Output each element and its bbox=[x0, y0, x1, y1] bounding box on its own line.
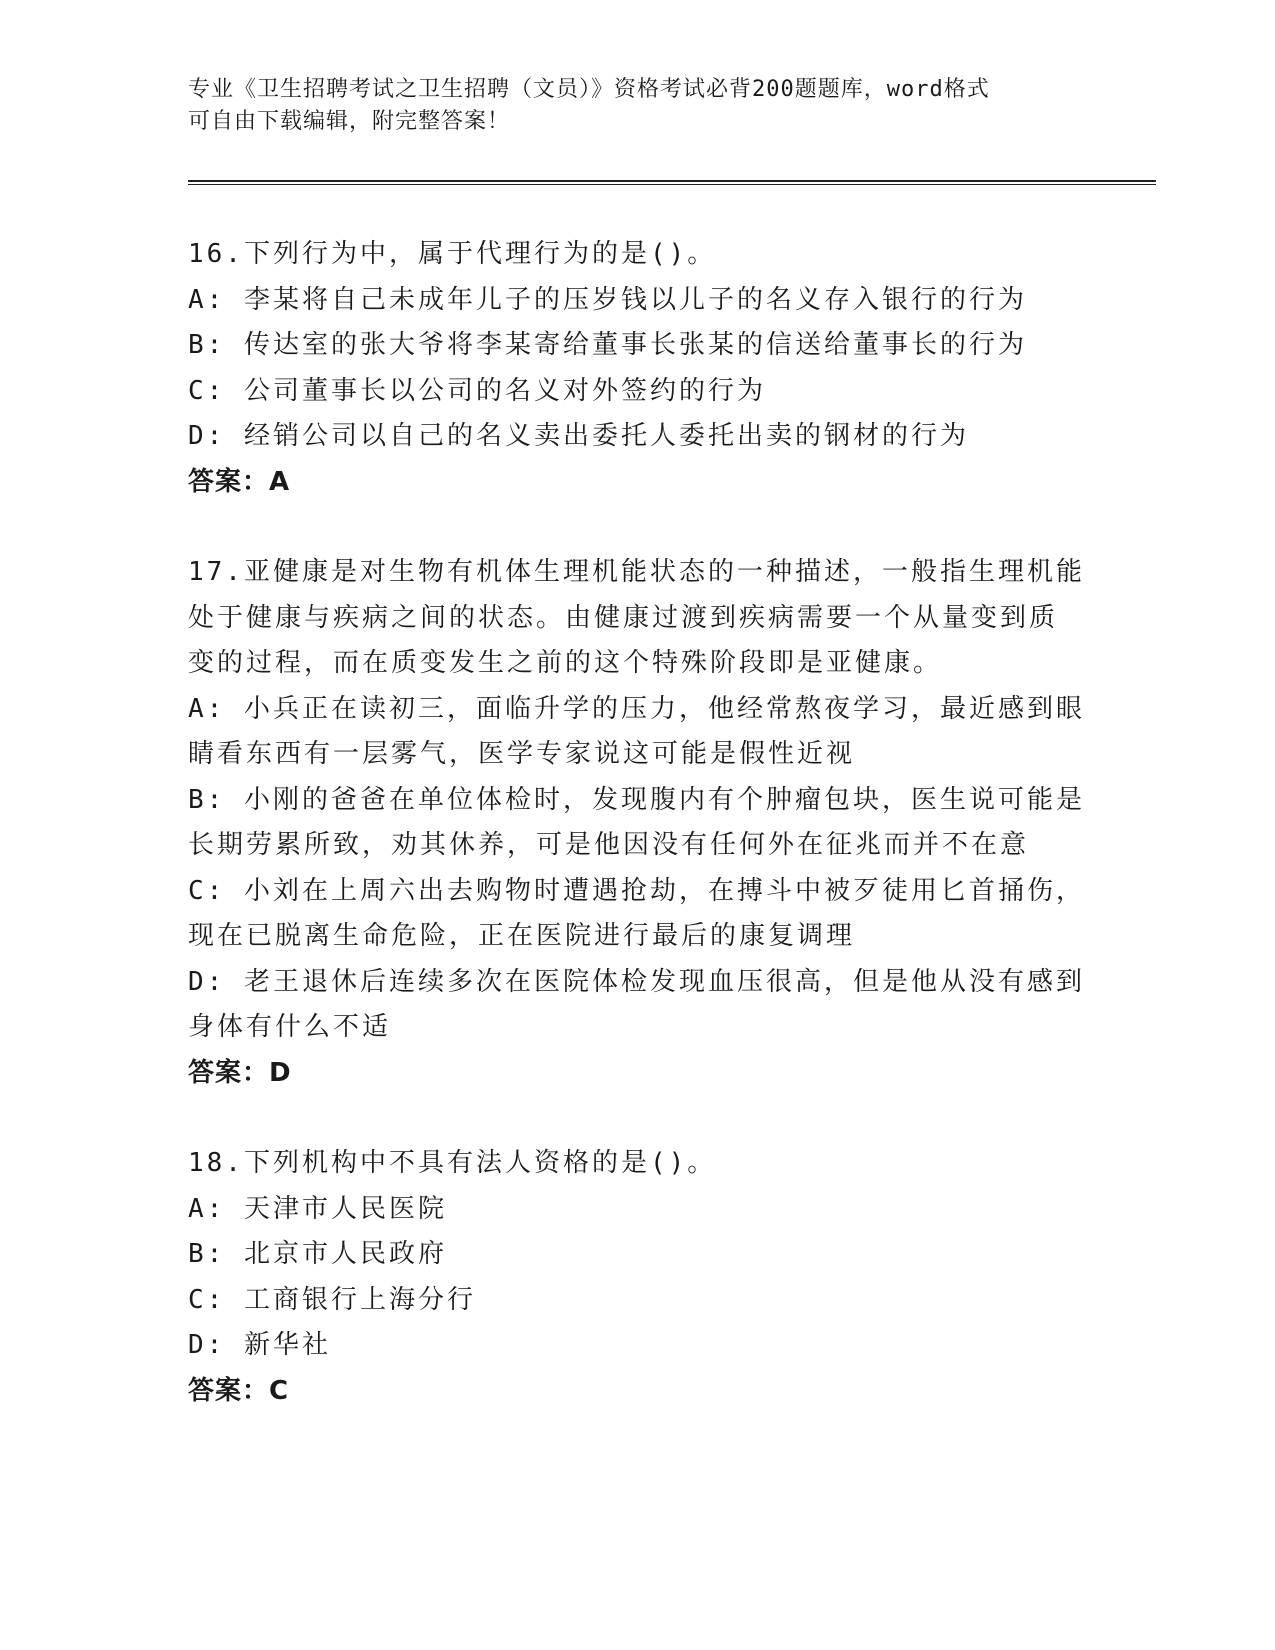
option-c-continued: 现在已脱离生命危险，正在医院进行最后的康复调理 bbox=[188, 921, 856, 951]
option-d: D: 老王退休后连续多次在医院体检发现血压很高，但是他从没有感到 bbox=[188, 966, 1085, 997]
question-17 bbox=[188, 550, 1088, 1096]
option-b-continued: 长期劳累所致，劝其休养，可是他因没有任何外在征兆而并不在意 bbox=[188, 830, 1030, 860]
option-d: D: 经销公司以自己的名义卖出委托人委托出卖的钢材的行为 bbox=[188, 421, 969, 451]
option-b: B: 传达室的张大爷将李某寄给董事长张某的信送给董事长的行为 bbox=[188, 330, 1027, 360]
option-c: C: 公司董事长以公司的名义对外签约的行为 bbox=[188, 375, 766, 406]
option-d-continued: 身体有什么不适 bbox=[188, 1012, 392, 1042]
option-c: C: 小刘在上周六出去购物时遭遇抢劫，在搏斗中被歹徒用匕首捅伤， bbox=[188, 875, 1085, 906]
question-list bbox=[188, 232, 1088, 1459]
question-stem: 17.亚健康是对生物有机体生理机能状态的一种描述，一般指生理机能 bbox=[188, 557, 1085, 587]
question-16 bbox=[188, 232, 1088, 505]
option-a: A: 小兵正在读初三，面临升学的压力，他经常熬夜学习，最近感到眼 bbox=[188, 693, 1085, 724]
header-line-1: 专业《卫生招聘考试之卫生招聘（文员）》资格考试必背200题题库，word格式 bbox=[188, 77, 990, 102]
question-stem: 16.下列行为中，属于代理行为的是()。 bbox=[188, 239, 717, 269]
option-b: B: 北京市人民政府 bbox=[188, 1239, 447, 1269]
option-a: A: 李某将自己未成年儿子的压岁钱以儿子的名义存入银行的行为 bbox=[188, 284, 1027, 315]
header-line-2: 可自由下载编辑，附完整答案！ bbox=[188, 109, 511, 134]
option-a: A: 天津市人民医院 bbox=[188, 1193, 447, 1224]
question-stem: 变的过程，而在质变发生之前的这个特殊阶段即是亚健康。 bbox=[188, 648, 943, 678]
answer: 答案：A bbox=[188, 466, 291, 497]
question-stem: 18.下列机构中不具有法人资格的是()。 bbox=[188, 1148, 717, 1178]
question-18 bbox=[188, 1141, 1088, 1414]
option-b: B: 小刚的爸爸在单位体检时，发现腹内有个肿瘤包块，医生说可能是 bbox=[188, 784, 1085, 815]
answer: 答案：D bbox=[188, 1057, 292, 1088]
document-header bbox=[188, 74, 1088, 138]
option-d: D: 新华社 bbox=[188, 1330, 331, 1360]
option-c: C: 工商银行上海分行 bbox=[188, 1284, 476, 1315]
option-a-continued: 睛看东西有一层雾气，医学专家说这可能是假性近视 bbox=[188, 739, 856, 769]
answer: 答案：C bbox=[188, 1375, 290, 1406]
header-divider bbox=[188, 180, 1156, 185]
question-stem: 处于健康与疾病之间的状态。由健康过渡到疾病需要一个从量变到质 bbox=[188, 602, 1059, 633]
